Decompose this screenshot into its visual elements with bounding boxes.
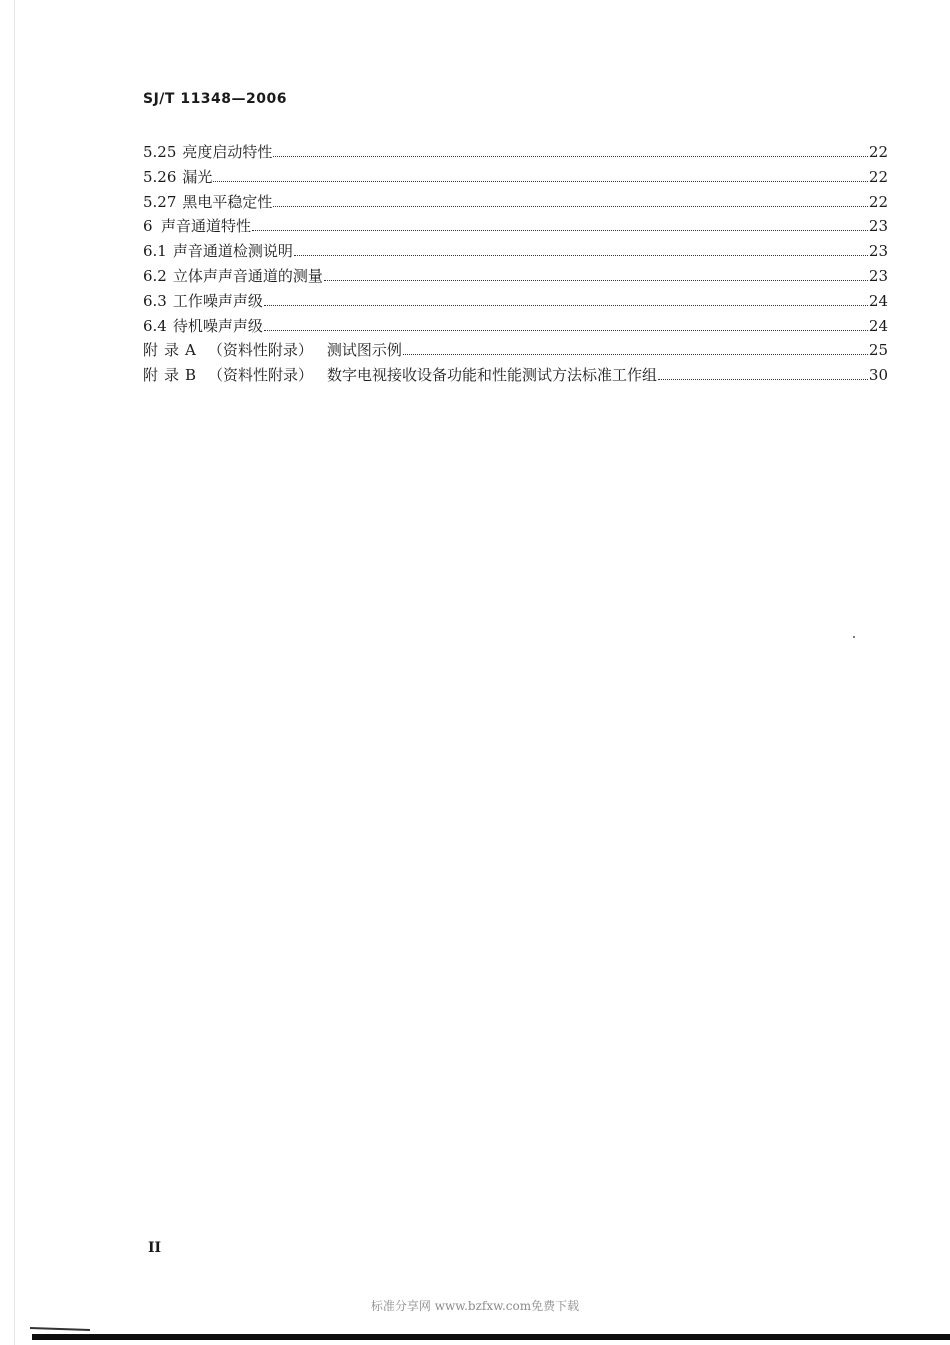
toc-leader-dots [294,254,868,256]
toc-entry-number: 5.25 [143,143,177,161]
toc-entry[interactable] [143,265,888,290]
toc-entry-title: 声音通道特性 [161,217,252,236]
toc-entry-title: 立体声声音通道的测量 [172,266,323,285]
watermark-text: 标准分享网 www.bzfxw.com免费下载 [370,1299,580,1313]
toc-entry-page: 23 [868,266,888,285]
page-number: II [148,1240,162,1256]
toc-leader-dots [658,378,868,380]
toc-leader-dots [273,155,867,157]
scan-speck [853,636,855,638]
toc-entry[interactable] [143,215,888,240]
toc-entry[interactable] [143,315,888,340]
page-edge [14,0,15,1345]
toc-entry-number: 6.4 [143,316,167,335]
table-of-contents [143,141,888,389]
toc-entry-title: 漏光 [182,167,213,186]
toc-entry[interactable] [143,240,888,265]
toc-entry[interactable] [143,166,888,191]
toc-entry-number: 6.1 [143,242,167,261]
bottom-rule [32,1334,950,1340]
appendix-type: （资料性附录） [208,366,314,385]
appendix-entry[interactable] [143,339,888,364]
toc-entry-title: 声音通道检测说明 [172,242,293,261]
toc-entry-number: 5.26 [143,167,177,186]
toc-leader-dots [264,304,868,306]
toc-leader-dots [324,279,868,281]
toc-entry-page: 23 [868,242,888,261]
toc-entry-title: 黑电平稳定性 [182,192,273,211]
toc-entry-number: 6.2 [143,266,167,285]
toc-entry-page: 23 [868,217,888,236]
toc-leader-dots [273,205,867,207]
appendix-type: （资料性附录） [207,341,313,360]
toc-entry-page: 24 [868,291,888,310]
toc-leader-dots [213,180,867,182]
appendix-label: 附录A [143,341,202,360]
toc-leader-dots [403,353,868,355]
standard-code: SJ/T 11348—2006 [143,91,287,107]
appendix-title: 数字电视接收设备功能和性能测试方法标准工作组 [327,366,658,385]
toc-entry-number: 6 [143,217,153,236]
toc-entry-number: 5.27 [143,192,177,211]
toc-entry-title: 亮度启动特性 [182,143,273,161]
toc-entry-title: 工作噪声声级 [172,291,263,310]
appendix-title: 测试图示例 [326,341,402,360]
appendix-entry[interactable] [143,364,888,389]
toc-entry[interactable] [143,290,888,315]
scan-edge-line [30,1327,90,1331]
toc-entry-title: 待机噪声声级 [172,316,263,335]
toc-entry[interactable] [143,191,888,216]
toc-entry-page: 24 [868,316,888,335]
appendix-page: 25 [868,341,888,360]
toc-leader-dots [264,329,868,331]
toc-entry-page: 22 [868,143,888,161]
toc-entry-page: 22 [868,192,888,211]
toc-entry[interactable] [143,141,888,166]
appendix-page: 30 [868,366,888,385]
toc-leader-dots [252,229,868,231]
toc-entry-page: 22 [868,167,888,186]
toc-entry-number: 6.3 [143,291,167,310]
appendix-label: 附录B [143,366,203,385]
